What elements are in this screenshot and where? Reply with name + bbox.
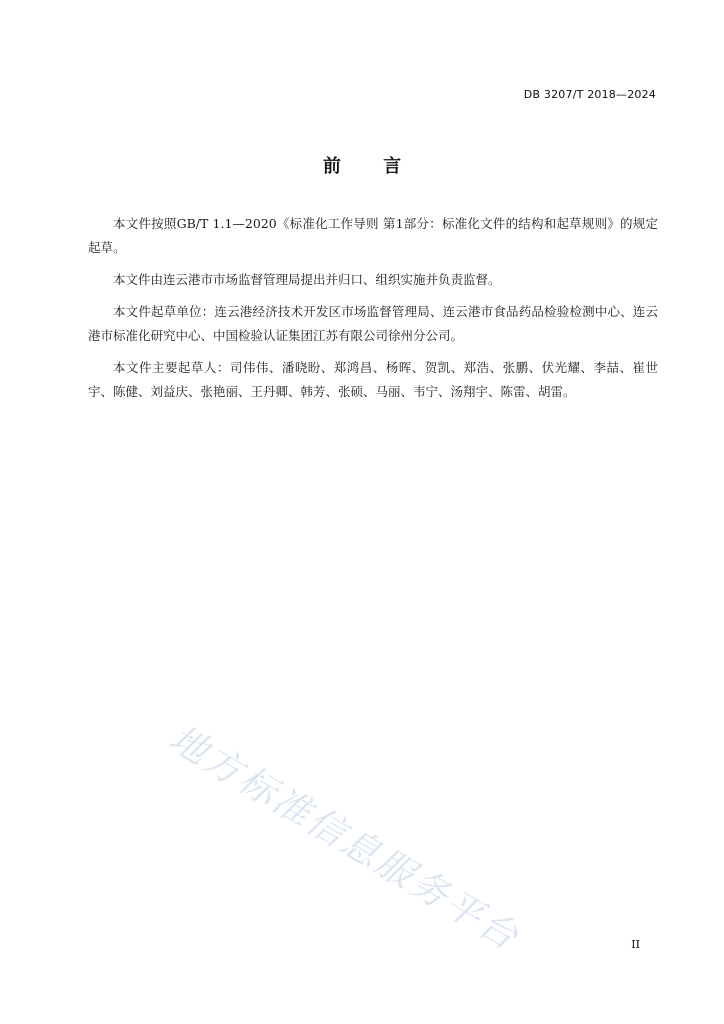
- paragraph-drafting-rules: 本文件按照GB/T 1.1—2020《标准化工作导则 第1部分：标准化文件的结构和起草规则》的规定起草。: [88, 216, 658, 255]
- paragraph-proposer: 本文件由连云港市市场监督管理局提出并归口、组织实施并负责监督。: [113, 272, 501, 287]
- document-body: [88, 212, 658, 412]
- paragraph-drafters: 本文件主要起草人：司伟伟、潘晓盼、郑鸿昌、杨晖、贺凯、郑浩、张鹏、伏光耀、李喆、崔世宇、陈健、刘益庆、张艳丽、王丹卿、韩芳、张硕、马丽、韦宁、汤翔宇、陈雷、胡雷。: [88, 360, 658, 399]
- document-code: DB 3207/T 2018—2024: [523, 88, 656, 101]
- page-number: II: [631, 938, 640, 951]
- page-title: 前 言: [322, 156, 420, 177]
- paragraph-drafting-units: 本文件起草单位：连云港经济技术开发区市场监督管理局、连云港市食品药品检验检测中心、连云港市标准化研究中心、中国检验认证集团江苏有限公司徐州分公司。: [88, 304, 658, 343]
- watermark: 地方标准信息服务平台: [162, 716, 528, 960]
